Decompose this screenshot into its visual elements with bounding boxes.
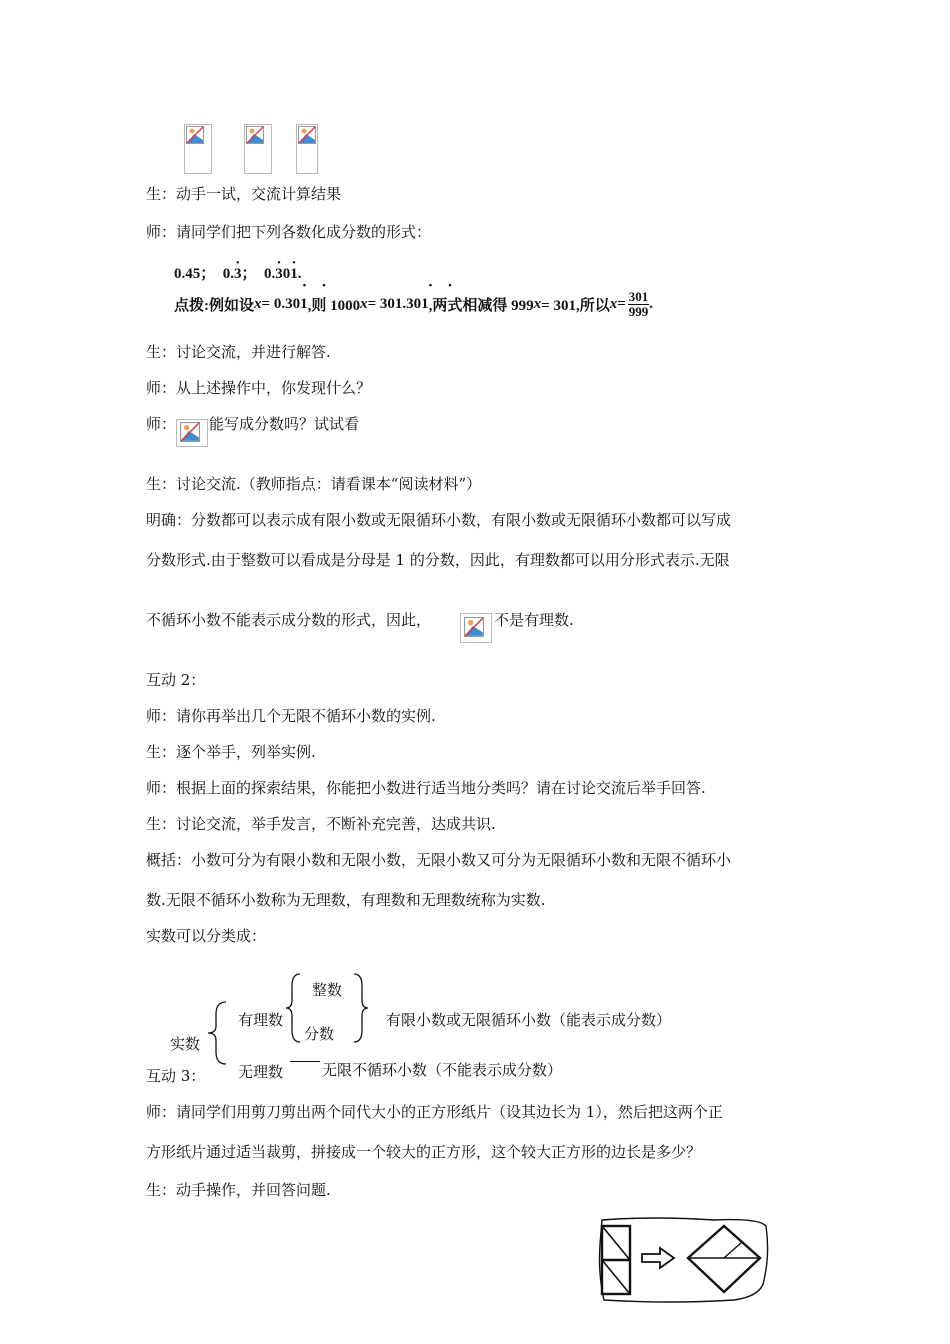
fraction	[628, 290, 650, 319]
separator: ；	[241, 266, 257, 282]
variable-x: x	[254, 296, 262, 312]
decimal-item: 0.	[264, 266, 276, 282]
text-line: 能写成分数吗？试试看	[209, 415, 360, 433]
label-irrational-desc: 无限不循环小数（不能表示成分数）	[322, 1061, 563, 1079]
text-line: 生：讨论交流.（教师指点：请看课本“阅读材料”）	[146, 475, 482, 493]
fraction-denominator: 999	[628, 304, 649, 319]
label-integer: 整数	[312, 981, 343, 999]
text-line: 不是有理数.	[494, 611, 574, 629]
text-line: 生：动手一试，交流计算结果	[146, 185, 342, 203]
image-placeholder-5	[460, 613, 492, 643]
broken-image-icon	[246, 126, 264, 144]
broken-image-icon	[463, 617, 485, 637]
right-arrow-icon	[642, 1248, 674, 1268]
hint-text: ,则 1000	[307, 298, 361, 314]
text-line: 生：逐个举手，列举实例.	[146, 743, 316, 761]
text-line: 师：请你再举出几个无限不循环小数的实例.	[146, 707, 436, 725]
text-line: 生：讨论交流，并进行解答.	[146, 343, 331, 361]
text-line: 概括：小数可分为有限小数和无限小数，无限小数又可分为无限循环小数和无限不循环小	[146, 851, 732, 869]
repeating-digits: 301	[285, 296, 308, 312]
speaker-label: 师：	[146, 415, 177, 433]
hint-line	[174, 290, 653, 319]
repeat-dots: · ·	[428, 278, 453, 294]
text-line	[146, 414, 176, 434]
decimal-item: 0.45；	[174, 266, 216, 282]
text-line: 师：根据上面的探索结果，你能把小数进行适当地分类吗？请在讨论交流后举手回答.	[146, 779, 706, 797]
hint-text: =	[617, 296, 626, 312]
broken-image-icon	[179, 422, 201, 442]
text-line: 师：请同学们把下列各数化成分数的形式：	[146, 223, 432, 241]
text-line: 不循环小数不能表示成分数的形式，因此，	[146, 611, 432, 629]
fraction-numerator: 301	[628, 289, 649, 304]
repeating-digits: 301	[406, 296, 429, 312]
repeating-digit: · 3	[234, 266, 242, 283]
hint-text: 例如设	[209, 298, 255, 314]
broken-image-icon	[186, 126, 204, 144]
decimal-item: 0.	[222, 266, 235, 282]
repeating-digit: · 3	[275, 266, 283, 283]
hint-label: 点拨:	[174, 298, 209, 314]
digit: 0	[282, 266, 291, 282]
left-brace-icon	[206, 1000, 228, 1066]
image-placeholder-1	[184, 124, 212, 174]
text-line: 方形纸片通过适当裁剪，拼接成一个较大的正方形，这个较大正方形的边长是多少？	[146, 1143, 702, 1161]
image-placeholder-2	[244, 124, 272, 174]
label-rational-desc: 有限小数或无限循环小数（能表示成分数）	[386, 1011, 672, 1029]
connector-line	[290, 1061, 320, 1062]
text-line: 生：讨论交流，举手发言，不断补充完善，达成共识.	[146, 815, 496, 833]
text-line: 师：从上述操作中，你发现什么？	[146, 379, 372, 397]
hint-text: ,两式相减得 999	[428, 298, 534, 314]
hint-text: = 301.	[367, 296, 407, 312]
hint-text: = 0.	[261, 296, 286, 312]
variable-x: x	[533, 296, 542, 312]
image-placeholder-3	[296, 124, 318, 174]
decimal-list	[174, 262, 302, 283]
label-irrational: 无理数	[238, 1063, 284, 1081]
variable-x: x	[609, 296, 618, 312]
period: .	[297, 266, 302, 282]
label-real: 实数	[170, 1035, 201, 1053]
text-line: 数.无限不循环小数称为无理数，有理数和无理数统称为实数.	[146, 891, 546, 909]
square-cutting-figure	[594, 1214, 772, 1306]
repeating-digit: · 1	[290, 266, 298, 283]
text-line: 实数可以分类成：	[146, 927, 267, 945]
image-placeholder-4	[176, 419, 208, 447]
text-line: 师：请同学们用剪刀剪出两个同代大小的正方形纸片（设其边长为 1），然后把这两个正	[146, 1103, 723, 1121]
section-heading: 互动 2：	[146, 671, 206, 689]
left-brace-icon	[284, 972, 302, 1044]
label-rational: 有理数	[238, 1011, 284, 1029]
repeat-dots: · ·	[302, 278, 327, 294]
text-line: 生：动手操作，并回答问题.	[146, 1181, 331, 1199]
right-brace-icon	[352, 972, 370, 1044]
text-line: 分数形式.由于整数可以看成是分母是 1 的分数，因此，有理数都可以用分形式表示.无限	[146, 551, 730, 569]
variable-x: x	[360, 296, 368, 312]
text-line: 明确：分数都可以表示成有限小数或无限循环小数，有限小数或无限循环小数都可以写成	[146, 511, 732, 529]
broken-image-icon	[298, 126, 316, 144]
period: .	[649, 296, 654, 312]
label-fraction: 分数	[304, 1025, 335, 1043]
section-heading: 互动 3：	[146, 1067, 206, 1085]
hint-text: = 301,所以	[541, 298, 610, 314]
